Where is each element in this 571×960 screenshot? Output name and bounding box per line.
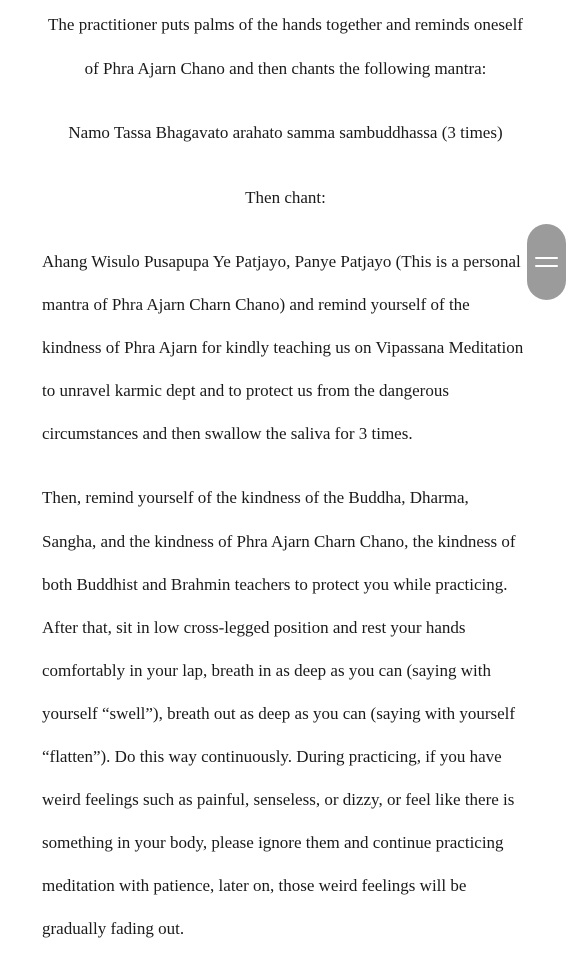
paragraph1-line-3: kindness of Phra Ajarn for kindly teaching us on Vipassana Meditation bbox=[42, 338, 524, 357]
intro-line-2: of Phra Ajarn Chano and then chants the following mantra: bbox=[84, 59, 487, 78]
mantra-line: Namo Tassa Bhagavato arahato samma sambuddhassa (3 times) bbox=[68, 123, 503, 142]
drag-handle-icon bbox=[535, 265, 558, 267]
paragraph2-line-6: yourself “swell”), breath out as deep as you can (saying with yourself bbox=[42, 704, 516, 723]
paragraph2-line-10: meditation with patience, later on, those weird feelings will be bbox=[42, 876, 467, 895]
paragraph2-line-5: comfortably in your lap, breath in as deep as you can (saying with bbox=[42, 661, 491, 680]
scroll-handle[interactable] bbox=[527, 224, 566, 300]
paragraph2-line-8: weird feelings such as painful, senseless, or dizzy, or feel like there is bbox=[42, 790, 515, 809]
paragraph2-line-3: both Buddhist and Brahmin teachers to protect you while practicing. bbox=[42, 575, 508, 594]
paragraph2-line-2: Sangha, and the kindness of Phra Ajarn Charn Chano, the kindness of bbox=[42, 532, 516, 551]
paragraph2-line-9: something in your body, please ignore them and continue practicing bbox=[42, 833, 504, 852]
paragraph2-line-7: “flatten”). Do this way continuously. During practicing, if you have bbox=[42, 747, 502, 766]
intro-line-1: The practitioner puts palms of the hands together and reminds oneself bbox=[48, 15, 523, 34]
paragraph2-line-11: gradually fading out. bbox=[42, 919, 185, 938]
then-chant-heading: Then chant: bbox=[245, 188, 326, 207]
paragraph1-line-2: mantra of Phra Ajarn Charn Chano) and remind yourself of the bbox=[42, 295, 470, 314]
paragraph2-line-1: Then, remind yourself of the kindness of the Buddha, Dharma, bbox=[42, 488, 469, 507]
paragraph1-line-5: circumstances and then swallow the saliva for 3 times. bbox=[42, 424, 413, 443]
drag-handle-icon bbox=[535, 257, 558, 259]
paragraph2-line-4: After that, sit in low cross-legged position and rest your hands bbox=[42, 618, 466, 637]
paragraph1-line-1: Ahang Wisulo Pusapupa Ye Patjayo, Panye Patjayo (This is a personal bbox=[42, 252, 521, 271]
paragraph1-line-4: to unravel karmic dept and to protect us from the dangerous bbox=[42, 381, 449, 400]
